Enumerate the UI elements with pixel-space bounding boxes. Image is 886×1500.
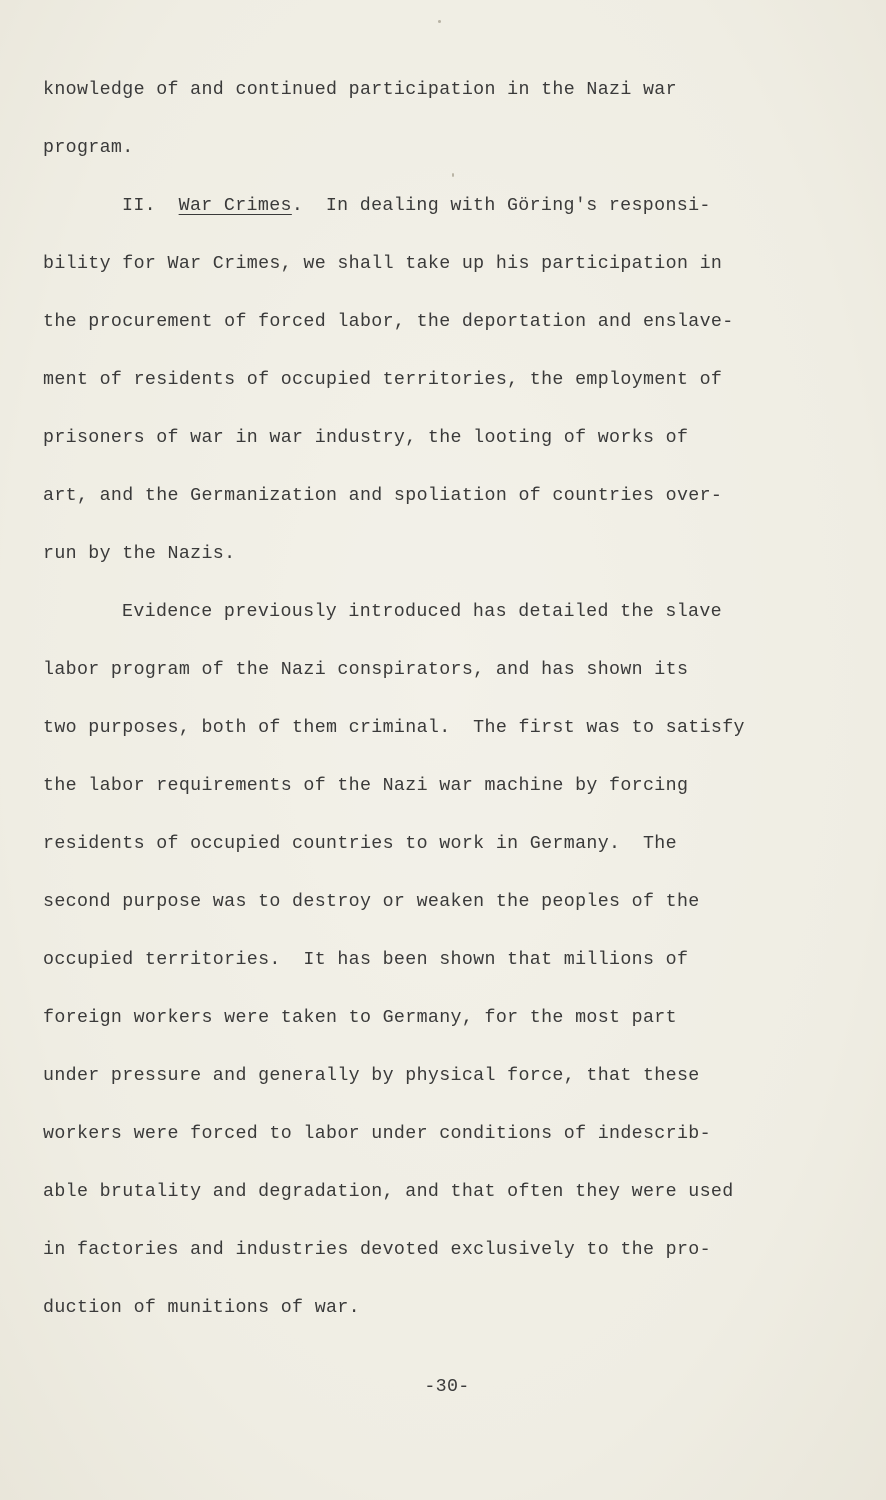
body-line: the labor requirements of the Nazi war machine by forcing	[43, 776, 689, 796]
body-line: residents of occupied countries to work in Germany. The	[43, 834, 677, 854]
body-line: art, and the Germanization and spoliation of countries over-	[43, 486, 723, 506]
body-line: workers were forced to labor under conditions of indescrib-	[43, 1124, 711, 1144]
body-line: labor program of the Nazi conspirators, and has shown its	[43, 660, 689, 680]
body-line: ment of residents of occupied territories, the employment of	[43, 370, 723, 390]
page-number: -30-	[424, 1377, 470, 1397]
paper-speck	[438, 20, 441, 23]
body-line: second purpose was to destroy or weaken the peoples of the	[43, 892, 700, 912]
body-line: the procurement of forced labor, the deportation and enslave-	[43, 312, 734, 332]
section-number: II.	[122, 196, 156, 216]
body-line: knowledge of and continued participation in the Nazi war	[43, 80, 677, 100]
section-heading: War Crimes	[178, 196, 292, 216]
body-line: foreign workers were taken to Germany, for the most part	[43, 1008, 677, 1028]
body-line: able brutality and degradation, and that often they were used	[43, 1182, 734, 1202]
section-heading-period: .	[291, 196, 304, 216]
section-intro-line	[122, 195, 711, 217]
section-intro-text: In dealing with Göring's responsi-	[325, 196, 711, 216]
paper-speck	[452, 173, 454, 177]
body-line: program.	[43, 138, 134, 158]
body-line: in factories and industries devoted exclusively to the pro-	[43, 1240, 711, 1260]
body-line: prisoners of war in war industry, the looting of works of	[43, 428, 689, 448]
body-line: bility for War Crimes, we shall take up his participation in	[43, 254, 723, 274]
body-line: duction of munitions of war.	[43, 1298, 360, 1318]
body-line: run by the Nazis.	[43, 544, 236, 564]
body-line: under pressure and generally by physical force, that these	[43, 1066, 700, 1086]
body-line: occupied territories. It has been shown that millions of	[43, 950, 689, 970]
paragraph-first-line: Evidence previously introduced has detailed the slave	[122, 602, 722, 622]
body-line: two purposes, both of them criminal. The first was to satisfy	[43, 718, 745, 738]
